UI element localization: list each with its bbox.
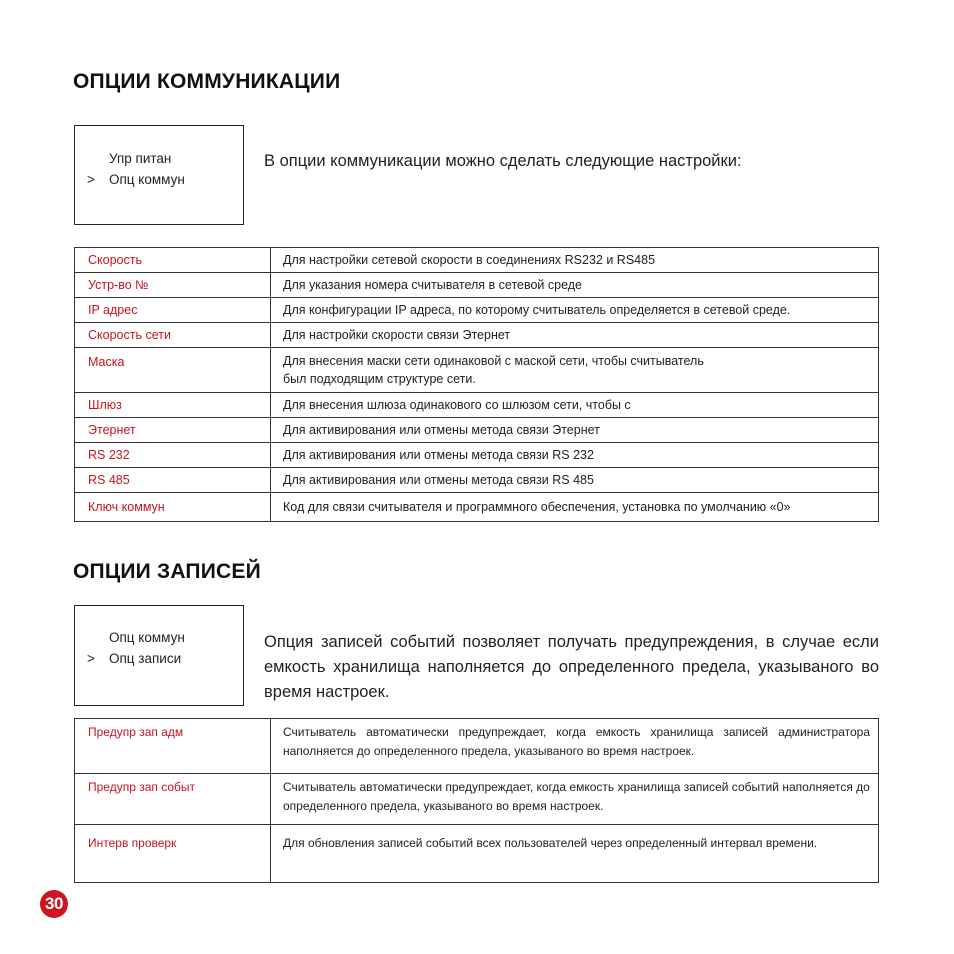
section-intro: В опции коммуникации можно сделать следующие настройки: — [264, 152, 742, 170]
table-row — [75, 298, 879, 323]
table-row — [75, 468, 879, 493]
option-name: Устр-во № — [75, 273, 271, 298]
menu-item: Опц коммун — [109, 630, 185, 645]
option-name: RS 232 — [75, 443, 271, 468]
lcd-menu-display — [74, 605, 244, 706]
table-row — [75, 825, 879, 883]
option-name: Шлюз — [75, 393, 271, 418]
table-row — [75, 323, 879, 348]
table-row — [75, 418, 879, 443]
records-options-table — [74, 718, 879, 883]
option-description: Считыватель автоматически предупреждает, когда емкость хранилища записей событий наполняется до определенного предела, указываного во время настроек. — [271, 774, 879, 825]
option-description: Для активирования или отмены метода связи Этернет — [271, 418, 879, 443]
table-row — [75, 774, 879, 825]
table-row — [75, 248, 879, 273]
option-name: Предупр зап событ — [75, 774, 271, 825]
option-name: Скорость — [75, 248, 271, 273]
communication-options-table — [74, 247, 879, 522]
table-row — [75, 393, 879, 418]
option-description: Для активирования или отмены метода связи RS 485 — [271, 468, 879, 493]
section-title-communication: ОПЦИИ КОММУНИКАЦИИ — [73, 70, 341, 93]
table-row — [75, 719, 879, 774]
option-name: IP адрес — [75, 298, 271, 323]
lcd-menu-display — [74, 125, 244, 225]
option-name: RS 485 — [75, 468, 271, 493]
option-description: Для настройки сетевой скорости в соединениях RS232 и RS485 — [271, 248, 879, 273]
table-row — [75, 493, 879, 522]
option-description: Для активирования или отмены метода связи RS 232 — [271, 443, 879, 468]
section-title-records: ОПЦИИ ЗАПИСЕЙ — [73, 560, 261, 583]
table-row — [75, 443, 879, 468]
table-row — [75, 273, 879, 298]
menu-item-selected: Опц записи — [109, 651, 182, 666]
option-description: Для внесения шлюза одинакового со шлюзом сети, чтобы с — [271, 393, 879, 418]
option-description: Считыватель автоматически предупреждает, когда емкость хранилища записей администратора наполняется до определенного предела, указываного во время настроек. — [271, 719, 879, 774]
option-description: Для внесения маски сети одинаковой с маской сети, чтобы считыватель был подходящим структуре сети. — [271, 348, 879, 393]
menu-cursor-arrow: > — [87, 172, 95, 187]
section-intro: Опция записей событий позволяет получать предупреждения, в случае если емкость хранилища наполняется до определенного предела, указываного во время настроек. — [264, 633, 879, 701]
menu-cursor-arrow: > — [87, 651, 95, 666]
option-description: Для настройки скорости связи Этернет — [271, 323, 879, 348]
option-name: Ключ коммун — [75, 493, 271, 522]
table-row — [75, 348, 879, 393]
option-description: Для конфигурации IP адреса, по которому считыватель определяется в сетевой среде. — [271, 298, 879, 323]
option-name: Скорость сети — [75, 323, 271, 348]
page-number-badge: 30 — [40, 890, 68, 918]
option-description: Код для связи считывателя и программного обеспечения, установка по умолчанию «0» — [271, 493, 879, 522]
menu-item: Упр питан — [109, 151, 172, 166]
option-name: Интерв проверк — [75, 825, 271, 883]
option-description: Для указания номера считывателя в сетевой среде — [271, 273, 879, 298]
option-name: Предупр зап адм — [75, 719, 271, 774]
option-name: Этернет — [75, 418, 271, 443]
menu-item-selected: Опц коммун — [109, 172, 185, 187]
option-description: Для обновления записей событий всех пользователей через определенный интервал времени. — [271, 825, 879, 883]
option-name: Маска — [75, 348, 271, 393]
